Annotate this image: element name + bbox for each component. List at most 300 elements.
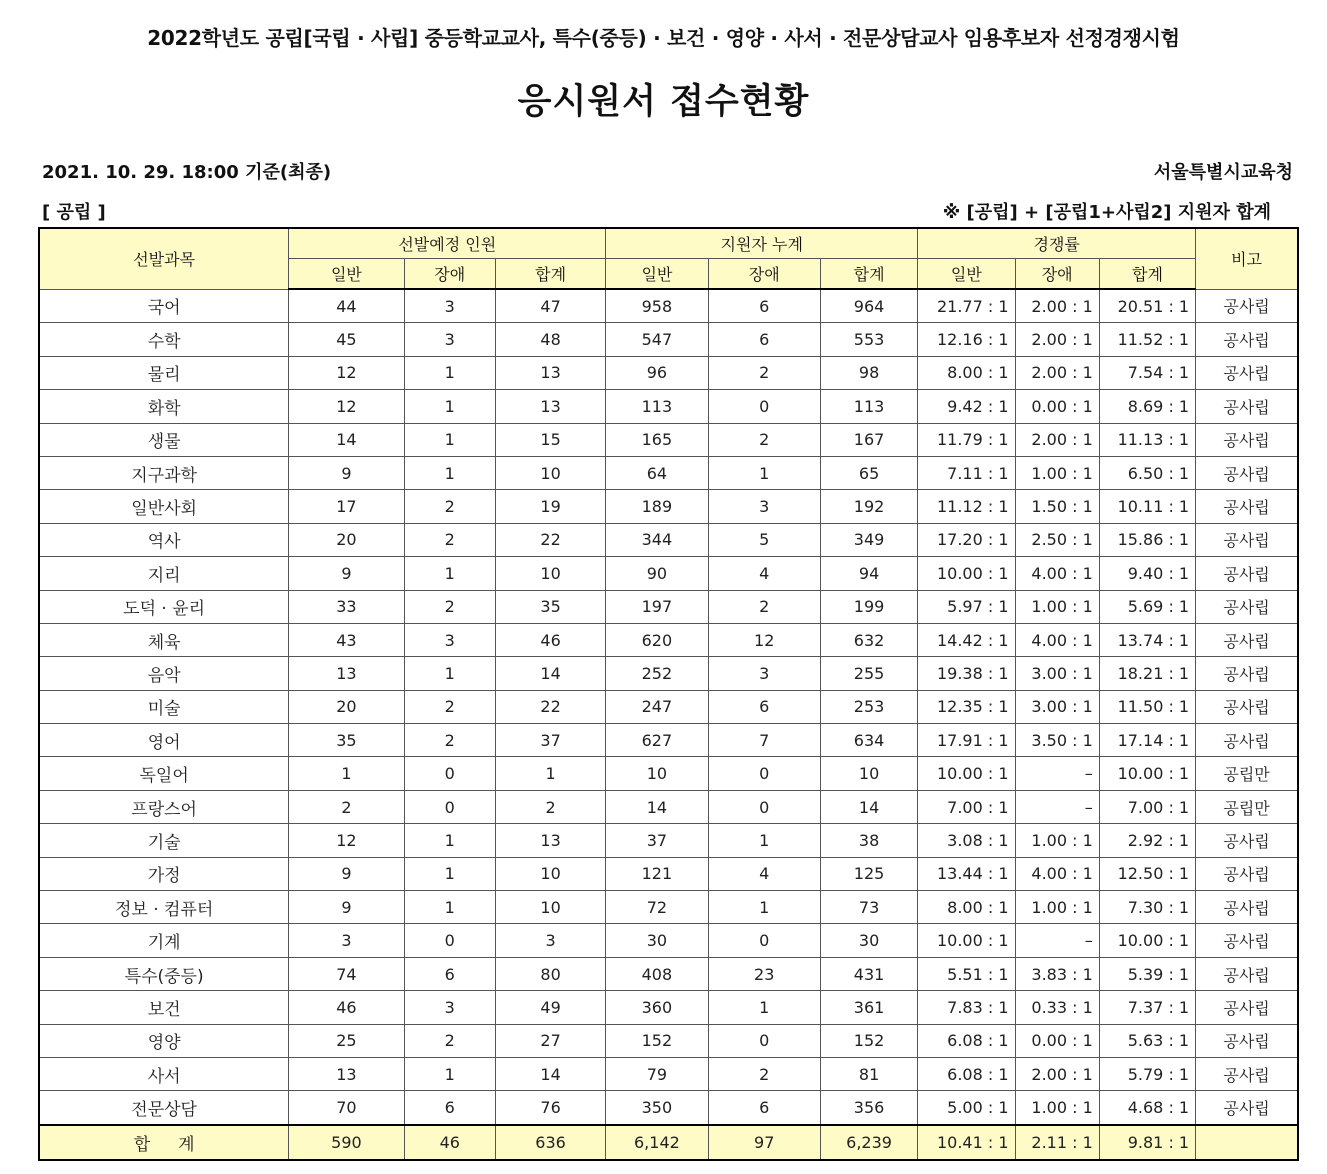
rate-general-cell: 9.42 : 1 bbox=[918, 390, 1015, 423]
planned-total-cell: 19 bbox=[495, 490, 605, 523]
applicants-general-cell: 958 bbox=[606, 289, 708, 323]
planned-disabled-cell: 1 bbox=[404, 824, 495, 857]
rate-general-cell: 11.79 : 1 bbox=[918, 423, 1015, 456]
planned-disabled-cell: 2 bbox=[404, 523, 495, 556]
table-row bbox=[39, 957, 1298, 990]
rate-general-cell: 8.00 : 1 bbox=[918, 891, 1015, 924]
rate-total-cell: 11.52 : 1 bbox=[1099, 323, 1195, 356]
rate-disabled-cell: 1.50 : 1 bbox=[1015, 490, 1099, 523]
remarks-cell: 공사립 bbox=[1196, 657, 1298, 690]
rate-general-cell: 8.00 : 1 bbox=[918, 356, 1015, 389]
planned-disabled-cell: 0 bbox=[404, 790, 495, 823]
table-row bbox=[39, 724, 1298, 757]
planned-general-cell: 12 bbox=[289, 390, 404, 423]
rate-total-cell: 20.51 : 1 bbox=[1099, 289, 1195, 323]
subject-cell: 보건 bbox=[39, 991, 289, 1024]
remarks-cell: 공사립 bbox=[1196, 1091, 1298, 1125]
rate-disabled-cell: 1.00 : 1 bbox=[1015, 1091, 1099, 1125]
planned-general-cell: 590 bbox=[289, 1125, 404, 1160]
table-row bbox=[39, 824, 1298, 857]
reference-date: 2021. 10. 29. 18:00 기준(최종) bbox=[42, 162, 332, 183]
applicants-disabled-cell: 0 bbox=[708, 757, 820, 790]
planned-general-cell: 14 bbox=[289, 423, 404, 456]
applicants-disabled-cell: 97 bbox=[708, 1125, 820, 1160]
applicants-general-cell: 547 bbox=[606, 323, 708, 356]
planned-general-cell: 44 bbox=[289, 289, 404, 323]
planned-general-cell: 13 bbox=[289, 657, 404, 690]
planned-disabled-cell: 1 bbox=[404, 423, 495, 456]
applicants-disabled-cell: 0 bbox=[708, 1024, 820, 1057]
remarks-cell: 공사립 bbox=[1196, 590, 1298, 623]
planned-total-cell: 13 bbox=[495, 824, 605, 857]
application-status-table bbox=[38, 227, 1299, 1161]
remarks-cell: 공사립 bbox=[1196, 891, 1298, 924]
subject-cell: 영어 bbox=[39, 724, 289, 757]
rate-disabled-cell: 2.00 : 1 bbox=[1015, 323, 1099, 356]
rate-disabled-cell: 0.33 : 1 bbox=[1015, 991, 1099, 1024]
table-row bbox=[39, 991, 1298, 1024]
subject-cell: 지리 bbox=[39, 557, 289, 590]
applicants-general-cell: 90 bbox=[606, 557, 708, 590]
planned-total-cell: 10 bbox=[495, 857, 605, 890]
rate-disabled-cell: 0.00 : 1 bbox=[1015, 390, 1099, 423]
rate-disabled-cell: 3.00 : 1 bbox=[1015, 690, 1099, 723]
applicants-total-cell: 361 bbox=[820, 991, 917, 1024]
planned-general-cell: 35 bbox=[289, 724, 404, 757]
header-subject: 선발과목 bbox=[39, 228, 289, 289]
applicants-total-cell: 10 bbox=[820, 757, 917, 790]
applicants-disabled-cell: 6 bbox=[708, 323, 820, 356]
planned-total-cell: 27 bbox=[495, 1024, 605, 1057]
planned-disabled-cell: 3 bbox=[404, 323, 495, 356]
planned-disabled-cell: 1 bbox=[404, 390, 495, 423]
header-applicants-general: 일반 bbox=[606, 259, 708, 290]
planned-general-cell: 20 bbox=[289, 523, 404, 556]
rate-total-cell: 7.37 : 1 bbox=[1099, 991, 1195, 1024]
planned-total-cell: 48 bbox=[495, 323, 605, 356]
planned-disabled-cell: 2 bbox=[404, 724, 495, 757]
planned-total-cell: 22 bbox=[495, 690, 605, 723]
rate-disabled-cell: – bbox=[1015, 924, 1099, 957]
header-applicants-total: 합계 bbox=[820, 259, 917, 290]
remarks-cell: 공사립 bbox=[1196, 1057, 1298, 1090]
applicants-general-cell: 247 bbox=[606, 690, 708, 723]
applicants-total-cell: 634 bbox=[820, 724, 917, 757]
rate-general-cell: 7.11 : 1 bbox=[918, 456, 1015, 489]
applicants-general-cell: 627 bbox=[606, 724, 708, 757]
applicants-disabled-cell: 3 bbox=[708, 657, 820, 690]
applicants-disabled-cell: 6 bbox=[708, 690, 820, 723]
applicants-general-cell: 360 bbox=[606, 991, 708, 1024]
applicants-general-cell: 6,142 bbox=[606, 1125, 708, 1160]
rate-total-cell: 17.14 : 1 bbox=[1099, 724, 1195, 757]
table-row bbox=[39, 490, 1298, 523]
planned-general-cell: 1 bbox=[289, 757, 404, 790]
applicants-disabled-cell: 23 bbox=[708, 957, 820, 990]
planned-total-cell: 46 bbox=[495, 623, 605, 656]
rate-general-cell: 21.77 : 1 bbox=[918, 289, 1015, 323]
rate-disabled-cell: 1.00 : 1 bbox=[1015, 891, 1099, 924]
table-row bbox=[39, 390, 1298, 423]
rate-total-cell: 5.69 : 1 bbox=[1099, 590, 1195, 623]
table-row bbox=[39, 323, 1298, 356]
applicants-general-cell: 121 bbox=[606, 857, 708, 890]
remarks-cell: 공사립 bbox=[1196, 857, 1298, 890]
planned-disabled-cell: 46 bbox=[404, 1125, 495, 1160]
subject-cell: 국어 bbox=[39, 289, 289, 323]
planned-general-cell: 17 bbox=[289, 490, 404, 523]
rate-disabled-cell: 3.83 : 1 bbox=[1015, 957, 1099, 990]
planned-general-cell: 20 bbox=[289, 690, 404, 723]
table-row bbox=[39, 891, 1298, 924]
subject-cell: 음악 bbox=[39, 657, 289, 690]
planned-total-cell: 76 bbox=[495, 1091, 605, 1125]
rate-total-cell: 8.69 : 1 bbox=[1099, 390, 1195, 423]
applicants-general-cell: 96 bbox=[606, 356, 708, 389]
rate-disabled-cell: 2.00 : 1 bbox=[1015, 289, 1099, 323]
rate-total-cell: 6.50 : 1 bbox=[1099, 456, 1195, 489]
rate-disabled-cell: 1.00 : 1 bbox=[1015, 824, 1099, 857]
rate-general-cell: 10.00 : 1 bbox=[918, 557, 1015, 590]
organization-name: 서울특별시교육청 bbox=[1153, 162, 1293, 183]
rate-disabled-cell: 2.00 : 1 bbox=[1015, 423, 1099, 456]
rate-total-cell: 5.39 : 1 bbox=[1099, 957, 1195, 990]
rate-general-cell: 10.00 : 1 bbox=[918, 924, 1015, 957]
subject-cell: 도덕 · 윤리 bbox=[39, 590, 289, 623]
remarks-cell: 공사립 bbox=[1196, 523, 1298, 556]
applicants-general-cell: 113 bbox=[606, 390, 708, 423]
planned-general-cell: 43 bbox=[289, 623, 404, 656]
remarks-cell: 공사립 bbox=[1196, 289, 1298, 323]
remarks-cell: 공사립 bbox=[1196, 957, 1298, 990]
planned-disabled-cell: 1 bbox=[404, 456, 495, 489]
remarks-cell: 공사립 bbox=[1196, 490, 1298, 523]
rate-general-cell: 19.38 : 1 bbox=[918, 657, 1015, 690]
subject-cell: 프랑스어 bbox=[39, 790, 289, 823]
table-row bbox=[39, 790, 1298, 823]
applicants-general-cell: 197 bbox=[606, 590, 708, 623]
applicants-disabled-cell: 1 bbox=[708, 891, 820, 924]
applicants-general-cell: 72 bbox=[606, 891, 708, 924]
table-row bbox=[39, 590, 1298, 623]
document-subtitle: 2022학년도 공립[국립 · 사립] 중등학교교사, 특수(중등) · 보건 · 영양 · 사서 · 전문상담교사 임용후보자 선정경쟁시험 bbox=[147, 26, 1180, 50]
applicants-total-cell: 38 bbox=[820, 824, 917, 857]
header-rate: 경쟁률 bbox=[918, 228, 1196, 259]
rate-total-cell: 5.79 : 1 bbox=[1099, 1057, 1195, 1090]
applicants-total-cell: 6,239 bbox=[820, 1125, 917, 1160]
remarks-cell: 공사립 bbox=[1196, 323, 1298, 356]
remarks-cell: 공사립 bbox=[1196, 824, 1298, 857]
planned-total-cell: 80 bbox=[495, 957, 605, 990]
total-row bbox=[39, 1125, 1298, 1160]
planned-disabled-cell: 1 bbox=[404, 1057, 495, 1090]
planned-general-cell: 9 bbox=[289, 557, 404, 590]
planned-total-cell: 47 bbox=[495, 289, 605, 323]
table-row bbox=[39, 356, 1298, 389]
applicants-disabled-cell: 2 bbox=[708, 1057, 820, 1090]
rate-disabled-cell: 2.00 : 1 bbox=[1015, 356, 1099, 389]
rate-disabled-cell: – bbox=[1015, 790, 1099, 823]
applicants-disabled-cell: 4 bbox=[708, 857, 820, 890]
subject-cell: 가정 bbox=[39, 857, 289, 890]
header-applicants: 지원자 누계 bbox=[606, 228, 918, 259]
applicants-disabled-cell: 6 bbox=[708, 1091, 820, 1125]
document-title: 응시원서 접수현황 bbox=[517, 82, 810, 122]
applicants-total-cell: 199 bbox=[820, 590, 917, 623]
rate-disabled-cell: – bbox=[1015, 757, 1099, 790]
applicants-disabled-cell: 1 bbox=[708, 991, 820, 1024]
subject-cell: 생물 bbox=[39, 423, 289, 456]
header-remarks: 비고 bbox=[1196, 228, 1298, 289]
rate-general-cell: 14.42 : 1 bbox=[918, 623, 1015, 656]
applicants-general-cell: 79 bbox=[606, 1057, 708, 1090]
remarks-cell: 공사립 bbox=[1196, 623, 1298, 656]
applicants-general-cell: 37 bbox=[606, 824, 708, 857]
rate-total-cell: 13.74 : 1 bbox=[1099, 623, 1195, 656]
rate-general-cell: 5.00 : 1 bbox=[918, 1091, 1015, 1125]
table-row bbox=[39, 690, 1298, 723]
planned-total-cell: 10 bbox=[495, 557, 605, 590]
planned-disabled-cell: 1 bbox=[404, 557, 495, 590]
planned-disabled-cell: 2 bbox=[404, 690, 495, 723]
applicants-disabled-cell: 2 bbox=[708, 590, 820, 623]
rate-total-cell: 18.21 : 1 bbox=[1099, 657, 1195, 690]
planned-total-cell: 10 bbox=[495, 456, 605, 489]
applicants-general-cell: 189 bbox=[606, 490, 708, 523]
table-row bbox=[39, 423, 1298, 456]
subject-cell: 물리 bbox=[39, 356, 289, 389]
subject-cell: 화학 bbox=[39, 390, 289, 423]
rate-total-cell: 11.50 : 1 bbox=[1099, 690, 1195, 723]
planned-total-cell: 10 bbox=[495, 891, 605, 924]
applicants-total-cell: 253 bbox=[820, 690, 917, 723]
planned-general-cell: 74 bbox=[289, 957, 404, 990]
rate-disabled-cell: 4.00 : 1 bbox=[1015, 623, 1099, 656]
applicants-total-cell: 152 bbox=[820, 1024, 917, 1057]
planned-total-cell: 14 bbox=[495, 657, 605, 690]
header-planned-general: 일반 bbox=[289, 259, 404, 290]
subject-cell: 수학 bbox=[39, 323, 289, 356]
applicants-disabled-cell: 12 bbox=[708, 623, 820, 656]
applicants-general-cell: 10 bbox=[606, 757, 708, 790]
header-rate-general: 일반 bbox=[918, 259, 1015, 290]
planned-total-cell: 13 bbox=[495, 356, 605, 389]
table-row bbox=[39, 623, 1298, 656]
applicants-disabled-cell: 2 bbox=[708, 356, 820, 389]
remarks-cell: 공사립 bbox=[1196, 423, 1298, 456]
rate-total-cell: 9.40 : 1 bbox=[1099, 557, 1195, 590]
planned-disabled-cell: 0 bbox=[404, 924, 495, 957]
applicants-disabled-cell: 4 bbox=[708, 557, 820, 590]
rate-total-cell: 7.00 : 1 bbox=[1099, 790, 1195, 823]
subject-cell: 미술 bbox=[39, 690, 289, 723]
rate-total-cell: 7.30 : 1 bbox=[1099, 891, 1195, 924]
planned-total-cell: 3 bbox=[495, 924, 605, 957]
planned-total-cell: 15 bbox=[495, 423, 605, 456]
table-row bbox=[39, 1057, 1298, 1090]
table-row bbox=[39, 1091, 1298, 1125]
rate-general-cell: 5.51 : 1 bbox=[918, 957, 1015, 990]
rate-general-cell: 10.00 : 1 bbox=[918, 757, 1015, 790]
rate-disabled-cell: 2.11 : 1 bbox=[1015, 1125, 1099, 1160]
rate-total-cell: 7.54 : 1 bbox=[1099, 356, 1195, 389]
subject-cell: 사서 bbox=[39, 1057, 289, 1090]
header-rate-total: 합계 bbox=[1099, 259, 1195, 290]
applicants-general-cell: 408 bbox=[606, 957, 708, 990]
subject-cell: 체육 bbox=[39, 623, 289, 656]
planned-disabled-cell: 0 bbox=[404, 757, 495, 790]
planned-general-cell: 45 bbox=[289, 323, 404, 356]
planned-disabled-cell: 2 bbox=[404, 1024, 495, 1057]
remarks-cell: 공사립 bbox=[1196, 390, 1298, 423]
sum-note: ※ [공립] + [공립1+사립2] 지원자 합계 bbox=[942, 202, 1271, 223]
remarks-cell: 공사립 bbox=[1196, 356, 1298, 389]
applicants-total-cell: 65 bbox=[820, 456, 917, 489]
planned-disabled-cell: 3 bbox=[404, 623, 495, 656]
subject-cell: 영양 bbox=[39, 1024, 289, 1057]
rate-general-cell: 17.20 : 1 bbox=[918, 523, 1015, 556]
rate-general-cell: 10.41 : 1 bbox=[918, 1125, 1015, 1160]
applicants-disabled-cell: 0 bbox=[708, 390, 820, 423]
planned-total-cell: 37 bbox=[495, 724, 605, 757]
rate-disabled-cell: 2.00 : 1 bbox=[1015, 1057, 1099, 1090]
planned-disabled-cell: 2 bbox=[404, 490, 495, 523]
remarks-cell: 공립만 bbox=[1196, 757, 1298, 790]
rate-disabled-cell: 2.50 : 1 bbox=[1015, 523, 1099, 556]
applicants-general-cell: 30 bbox=[606, 924, 708, 957]
rate-disabled-cell: 4.00 : 1 bbox=[1015, 557, 1099, 590]
rate-general-cell: 12.35 : 1 bbox=[918, 690, 1015, 723]
rate-disabled-cell: 3.00 : 1 bbox=[1015, 657, 1099, 690]
table-row bbox=[39, 924, 1298, 957]
applicants-general-cell: 344 bbox=[606, 523, 708, 556]
rate-disabled-cell: 3.50 : 1 bbox=[1015, 724, 1099, 757]
applicants-disabled-cell: 0 bbox=[708, 924, 820, 957]
planned-disabled-cell: 1 bbox=[404, 657, 495, 690]
applicants-total-cell: 964 bbox=[820, 289, 917, 323]
table-row bbox=[39, 523, 1298, 556]
subject-cell: 일반사회 bbox=[39, 490, 289, 523]
rate-disabled-cell: 1.00 : 1 bbox=[1015, 456, 1099, 489]
remarks-cell: 공사립 bbox=[1196, 991, 1298, 1024]
planned-general-cell: 46 bbox=[289, 991, 404, 1024]
applicants-total-cell: 192 bbox=[820, 490, 917, 523]
planned-general-cell: 12 bbox=[289, 824, 404, 857]
subject-cell: 역사 bbox=[39, 523, 289, 556]
rate-total-cell: 11.13 : 1 bbox=[1099, 423, 1195, 456]
planned-general-cell: 3 bbox=[289, 924, 404, 957]
planned-general-cell: 70 bbox=[289, 1091, 404, 1125]
applicants-total-cell: 431 bbox=[820, 957, 917, 990]
remarks-cell: 공사립 bbox=[1196, 724, 1298, 757]
applicants-general-cell: 350 bbox=[606, 1091, 708, 1125]
table-row bbox=[39, 289, 1298, 323]
applicants-total-cell: 94 bbox=[820, 557, 917, 590]
planned-general-cell: 12 bbox=[289, 356, 404, 389]
rate-total-cell: 2.92 : 1 bbox=[1099, 824, 1195, 857]
rate-total-cell: 12.50 : 1 bbox=[1099, 857, 1195, 890]
applicants-total-cell: 349 bbox=[820, 523, 917, 556]
applicants-total-cell: 632 bbox=[820, 623, 917, 656]
planned-general-cell: 2 bbox=[289, 790, 404, 823]
applicants-disabled-cell: 3 bbox=[708, 490, 820, 523]
planned-disabled-cell: 6 bbox=[404, 957, 495, 990]
planned-total-cell: 49 bbox=[495, 991, 605, 1024]
subject-cell: 기술 bbox=[39, 824, 289, 857]
subject-cell: 독일어 bbox=[39, 757, 289, 790]
header-applicants-disabled: 장애 bbox=[708, 259, 820, 290]
planned-total-cell: 35 bbox=[495, 590, 605, 623]
header-planned-disabled: 장애 bbox=[404, 259, 495, 290]
rate-total-cell: 9.81 : 1 bbox=[1099, 1125, 1195, 1160]
rate-general-cell: 3.08 : 1 bbox=[918, 824, 1015, 857]
table-row bbox=[39, 657, 1298, 690]
table-row bbox=[39, 456, 1298, 489]
planned-disabled-cell: 3 bbox=[404, 991, 495, 1024]
applicants-disabled-cell: 6 bbox=[708, 289, 820, 323]
subject-cell: 지구과학 bbox=[39, 456, 289, 489]
remarks-cell: 공립만 bbox=[1196, 790, 1298, 823]
remarks-cell: 공사립 bbox=[1196, 924, 1298, 957]
planned-total-cell: 13 bbox=[495, 390, 605, 423]
planned-total-cell: 22 bbox=[495, 523, 605, 556]
applicants-disabled-cell: 2 bbox=[708, 423, 820, 456]
rate-total-cell: 4.68 : 1 bbox=[1099, 1091, 1195, 1125]
header-planned-total: 합계 bbox=[495, 259, 605, 290]
table-row bbox=[39, 1024, 1298, 1057]
planned-general-cell: 33 bbox=[289, 590, 404, 623]
remarks-cell: 공사립 bbox=[1196, 456, 1298, 489]
applicants-total-cell: 98 bbox=[820, 356, 917, 389]
subject-cell: 정보 · 컴퓨터 bbox=[39, 891, 289, 924]
applicants-total-cell: 167 bbox=[820, 423, 917, 456]
rate-total-cell: 10.11 : 1 bbox=[1099, 490, 1195, 523]
planned-total-cell: 2 bbox=[495, 790, 605, 823]
applicants-total-cell: 553 bbox=[820, 323, 917, 356]
rate-disabled-cell: 0.00 : 1 bbox=[1015, 1024, 1099, 1057]
applicants-total-cell: 30 bbox=[820, 924, 917, 957]
subject-cell: 합계 bbox=[39, 1125, 289, 1160]
table-row bbox=[39, 557, 1298, 590]
planned-disabled-cell: 3 bbox=[404, 289, 495, 323]
remarks-cell bbox=[1196, 1125, 1298, 1160]
applicants-disabled-cell: 0 bbox=[708, 790, 820, 823]
remarks-cell: 공사립 bbox=[1196, 1024, 1298, 1057]
rate-general-cell: 7.83 : 1 bbox=[918, 991, 1015, 1024]
rate-general-cell: 6.08 : 1 bbox=[918, 1024, 1015, 1057]
applicants-total-cell: 14 bbox=[820, 790, 917, 823]
planned-general-cell: 25 bbox=[289, 1024, 404, 1057]
planned-general-cell: 13 bbox=[289, 1057, 404, 1090]
rate-total-cell: 5.63 : 1 bbox=[1099, 1024, 1195, 1057]
rate-general-cell: 7.00 : 1 bbox=[918, 790, 1015, 823]
planned-disabled-cell: 2 bbox=[404, 590, 495, 623]
table-row bbox=[39, 757, 1298, 790]
rate-total-cell: 15.86 : 1 bbox=[1099, 523, 1195, 556]
planned-disabled-cell: 6 bbox=[404, 1091, 495, 1125]
header-rate-disabled: 장애 bbox=[1015, 259, 1099, 290]
rate-general-cell: 5.97 : 1 bbox=[918, 590, 1015, 623]
rate-general-cell: 17.91 : 1 bbox=[918, 724, 1015, 757]
planned-disabled-cell: 1 bbox=[404, 891, 495, 924]
rate-disabled-cell: 1.00 : 1 bbox=[1015, 590, 1099, 623]
planned-total-cell: 1 bbox=[495, 757, 605, 790]
rate-general-cell: 13.44 : 1 bbox=[918, 857, 1015, 890]
applicants-general-cell: 620 bbox=[606, 623, 708, 656]
applicants-total-cell: 81 bbox=[820, 1057, 917, 1090]
remarks-cell: 공사립 bbox=[1196, 690, 1298, 723]
planned-total-cell: 636 bbox=[495, 1125, 605, 1160]
